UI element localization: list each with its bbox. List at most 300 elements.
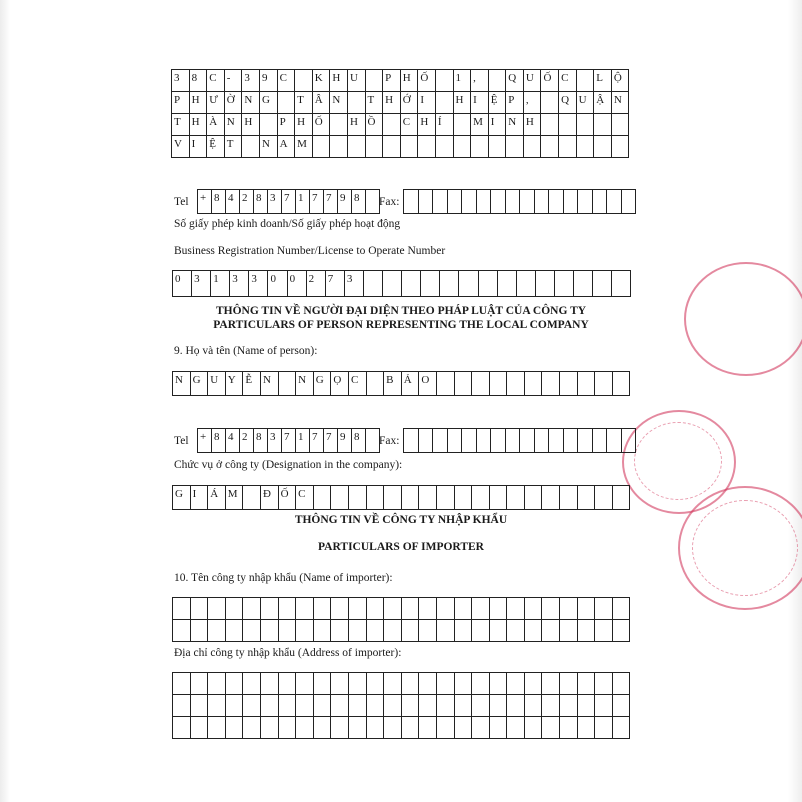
importer-name-char-box[interactable] — [613, 620, 631, 642]
importer-name-char-box[interactable] — [402, 598, 420, 620]
importer-name-char-box[interactable] — [226, 620, 244, 642]
rep-tel-char-box[interactable]: 7 — [282, 429, 296, 453]
address-char-box[interactable] — [489, 70, 507, 92]
address-char-box[interactable] — [242, 136, 260, 158]
address-char-box[interactable] — [330, 136, 348, 158]
address-char-box[interactable] — [471, 136, 489, 158]
importer-address-char-box[interactable] — [525, 673, 543, 695]
address-char-box[interactable]: T — [172, 114, 190, 136]
importer-address-char-box[interactable] — [296, 695, 314, 717]
rep-tel-char-box[interactable]: 7 — [324, 429, 338, 453]
importer-address-char-box[interactable] — [595, 717, 613, 739]
importer-name-char-box[interactable] — [525, 620, 543, 642]
importer-address-char-box[interactable] — [437, 717, 455, 739]
address-char-box[interactable]: 9 — [260, 70, 278, 92]
license-char-box[interactable]: 3 — [249, 271, 268, 297]
address-char-box[interactable]: H — [418, 114, 436, 136]
importer-name-char-box[interactable] — [173, 598, 191, 620]
person-name-char-box[interactable] — [560, 372, 578, 396]
importer-address-char-box[interactable] — [349, 673, 367, 695]
address-char-box[interactable] — [541, 114, 559, 136]
address-char-box[interactable] — [577, 136, 595, 158]
importer-address-char-box[interactable] — [455, 695, 473, 717]
address-char-box[interactable] — [559, 136, 577, 158]
importer-name-char-box[interactable] — [595, 620, 613, 642]
address-char-box[interactable]: P — [172, 92, 190, 114]
importer-address-char-box[interactable] — [578, 673, 596, 695]
importer-address-char-box[interactable] — [402, 695, 420, 717]
person-name-char-box[interactable] — [613, 372, 631, 396]
address-char-box[interactable] — [436, 136, 454, 158]
rep-fax-char-box[interactable] — [622, 429, 637, 453]
importer-address-char-box[interactable] — [261, 717, 279, 739]
importer-name-char-box[interactable] — [437, 598, 455, 620]
importer-address-char-box[interactable] — [243, 717, 261, 739]
address-char-box[interactable] — [489, 136, 507, 158]
address-char-box[interactable]: T — [295, 92, 313, 114]
importer-name-char-box[interactable] — [472, 620, 490, 642]
importer-address-char-box[interactable] — [367, 673, 385, 695]
fax-char-box[interactable] — [593, 190, 608, 214]
fax-char-box[interactable] — [419, 190, 434, 214]
address-char-box[interactable]: H — [401, 70, 419, 92]
person-name-char-box[interactable]: B — [384, 372, 402, 396]
importer-name-char-box[interactable] — [331, 620, 349, 642]
rep-fax-char-box[interactable] — [520, 429, 535, 453]
fax-char-box[interactable] — [462, 190, 477, 214]
importer-address-char-box[interactable] — [542, 695, 560, 717]
address-char-box[interactable]: H — [190, 114, 208, 136]
fax-char-box[interactable] — [491, 190, 506, 214]
person-name-char-box[interactable] — [472, 372, 490, 396]
importer-address-char-box[interactable] — [613, 717, 631, 739]
importer-address-char-box[interactable] — [349, 717, 367, 739]
rep-tel-char-box[interactable]: 9 — [338, 429, 352, 453]
designation-char-box[interactable] — [331, 486, 349, 510]
importer-address-char-box[interactable] — [226, 717, 244, 739]
designation-char-box[interactable] — [437, 486, 455, 510]
designation-box-grid[interactable] — [172, 485, 630, 510]
address-char-box[interactable] — [436, 70, 454, 92]
person-name-char-box[interactable] — [455, 372, 473, 396]
rep-tel-box-grid[interactable] — [197, 428, 380, 453]
designation-char-box[interactable]: Ố — [279, 486, 297, 510]
importer-address-char-box[interactable] — [472, 695, 490, 717]
address-char-box[interactable] — [541, 92, 559, 114]
importer-address-char-box[interactable] — [595, 673, 613, 695]
fax-box-grid[interactable] — [403, 189, 636, 214]
address-char-box[interactable]: L — [594, 70, 612, 92]
rep-tel-char-box[interactable]: 7 — [310, 429, 324, 453]
address-char-box[interactable] — [541, 136, 559, 158]
address-char-box[interactable]: M — [471, 114, 489, 136]
person-name-char-box[interactable]: Ả — [402, 372, 420, 396]
license-number-box-grid[interactable] — [172, 270, 631, 297]
importer-address-char-box[interactable] — [367, 717, 385, 739]
person-name-char-box[interactable] — [367, 372, 385, 396]
importer-address-char-box[interactable] — [349, 695, 367, 717]
designation-char-box[interactable]: M — [226, 486, 244, 510]
address-char-box[interactable] — [278, 92, 296, 114]
license-char-box[interactable] — [612, 271, 631, 297]
tel-char-box[interactable]: 3 — [268, 190, 282, 214]
address-char-box[interactable]: Ớ — [401, 92, 419, 114]
importer-address-char-box[interactable] — [419, 695, 437, 717]
address-char-box[interactable] — [366, 136, 384, 158]
importer-name-char-box[interactable] — [349, 598, 367, 620]
designation-char-box[interactable] — [455, 486, 473, 510]
designation-char-box[interactable] — [560, 486, 578, 510]
importer-name-char-box[interactable] — [560, 620, 578, 642]
rep-fax-char-box[interactable] — [419, 429, 434, 453]
address-char-box[interactable]: T — [225, 136, 243, 158]
license-char-box[interactable] — [383, 271, 402, 297]
importer-name-char-box[interactable] — [243, 598, 261, 620]
rep-fax-char-box[interactable] — [433, 429, 448, 453]
importer-address-char-box[interactable] — [578, 695, 596, 717]
rep-fax-char-box[interactable] — [462, 429, 477, 453]
fax-char-box[interactable] — [520, 190, 535, 214]
address-char-box[interactable] — [313, 136, 331, 158]
importer-address-char-box[interactable] — [525, 695, 543, 717]
address-char-box[interactable]: H — [330, 70, 348, 92]
fax-char-box[interactable] — [448, 190, 463, 214]
importer-address-char-box[interactable] — [243, 695, 261, 717]
importer-address-char-box[interactable] — [261, 695, 279, 717]
address-char-box[interactable]: H — [190, 92, 208, 114]
importer-name-char-box[interactable] — [490, 598, 508, 620]
designation-char-box[interactable]: C — [296, 486, 314, 510]
address-char-box[interactable]: U — [348, 70, 366, 92]
importer-name-char-box[interactable] — [314, 598, 332, 620]
address-char-box[interactable]: N — [225, 114, 243, 136]
fax-char-box[interactable] — [477, 190, 492, 214]
designation-char-box[interactable]: Đ — [261, 486, 279, 510]
importer-name-char-box[interactable] — [384, 620, 402, 642]
rep-fax-char-box[interactable] — [506, 429, 521, 453]
tel-char-box[interactable]: 7 — [324, 190, 338, 214]
importer-name-char-box[interactable] — [455, 620, 473, 642]
address-char-box[interactable]: - — [225, 70, 243, 92]
importer-name-char-box[interactable] — [595, 598, 613, 620]
address-char-box[interactable]: H — [348, 114, 366, 136]
importer-address-char-box[interactable] — [226, 695, 244, 717]
address-char-box[interactable]: Q — [506, 70, 524, 92]
designation-char-box[interactable]: I — [191, 486, 209, 510]
rep-fax-char-box[interactable] — [549, 429, 564, 453]
license-char-box[interactable]: 3 — [192, 271, 211, 297]
designation-char-box[interactable] — [490, 486, 508, 510]
importer-address-char-box[interactable] — [191, 695, 209, 717]
fax-char-box[interactable] — [564, 190, 579, 214]
importer-address-char-box[interactable] — [296, 673, 314, 695]
address-char-box[interactable]: Ồ — [366, 114, 384, 136]
importer-address-char-box[interactable] — [560, 717, 578, 739]
tel-char-box[interactable]: 2 — [240, 190, 254, 214]
address-char-box[interactable]: Ố — [313, 114, 331, 136]
address-char-box[interactable]: N — [260, 136, 278, 158]
importer-address-char-box[interactable] — [419, 673, 437, 695]
address-char-box[interactable]: P — [383, 70, 401, 92]
importer-name-char-box[interactable] — [331, 598, 349, 620]
address-char-box[interactable]: C — [401, 114, 419, 136]
importer-address-char-box[interactable] — [208, 673, 226, 695]
importer-address-char-box[interactable] — [279, 695, 297, 717]
importer-address-char-box[interactable] — [455, 673, 473, 695]
designation-char-box[interactable] — [419, 486, 437, 510]
rep-fax-char-box[interactable] — [535, 429, 550, 453]
address-char-box[interactable]: Ố — [418, 70, 436, 92]
address-char-box[interactable]: C — [559, 70, 577, 92]
address-char-box[interactable]: 1 — [454, 70, 472, 92]
address-box-grid[interactable] — [171, 69, 629, 158]
tel-char-box[interactable]: 1 — [296, 190, 310, 214]
license-char-box[interactable] — [421, 271, 440, 297]
importer-address-char-box[interactable] — [490, 717, 508, 739]
importer-address-char-box[interactable] — [367, 695, 385, 717]
address-char-box[interactable]: Ệ — [207, 136, 225, 158]
address-char-box[interactable]: Ộ — [612, 70, 630, 92]
importer-address-char-box[interactable] — [613, 673, 631, 695]
rep-fax-char-box[interactable] — [578, 429, 593, 453]
importer-address-box-grid[interactable] — [172, 672, 630, 739]
importer-name-char-box[interactable] — [384, 598, 402, 620]
importer-address-char-box[interactable] — [613, 695, 631, 717]
address-char-box[interactable] — [366, 70, 384, 92]
address-char-box[interactable]: N — [506, 114, 524, 136]
address-char-box[interactable]: Q — [559, 92, 577, 114]
person-name-char-box[interactable]: O — [419, 372, 437, 396]
importer-address-char-box[interactable] — [243, 673, 261, 695]
person-name-char-box[interactable]: N — [296, 372, 314, 396]
fax-char-box[interactable] — [433, 190, 448, 214]
address-char-box[interactable]: À — [207, 114, 225, 136]
person-name-char-box[interactable] — [437, 372, 455, 396]
importer-name-char-box[interactable] — [402, 620, 420, 642]
address-char-box[interactable]: H — [295, 114, 313, 136]
license-char-box[interactable]: 0 — [268, 271, 287, 297]
importer-address-char-box[interactable] — [173, 717, 191, 739]
address-char-box[interactable]: Ư — [207, 92, 225, 114]
importer-name-char-box[interactable] — [191, 620, 209, 642]
importer-address-char-box[interactable] — [578, 717, 596, 739]
tel-char-box[interactable]: 8 — [254, 190, 268, 214]
tel-char-box[interactable]: 7 — [282, 190, 296, 214]
tel-char-box[interactable]: 7 — [310, 190, 324, 214]
tel-char-box[interactable]: 8 — [212, 190, 226, 214]
address-char-box[interactable]: H — [454, 92, 472, 114]
license-char-box[interactable] — [555, 271, 574, 297]
address-char-box[interactable] — [559, 114, 577, 136]
rep-tel-char-box[interactable]: 8 — [212, 429, 226, 453]
address-char-box[interactable]: I — [471, 92, 489, 114]
address-char-box[interactable] — [295, 70, 313, 92]
license-char-box[interactable] — [593, 271, 612, 297]
address-char-box[interactable] — [436, 92, 454, 114]
importer-name-char-box[interactable] — [542, 620, 560, 642]
importer-address-char-box[interactable] — [542, 673, 560, 695]
address-char-box[interactable] — [524, 136, 542, 158]
designation-char-box[interactable] — [314, 486, 332, 510]
address-char-box[interactable] — [348, 92, 366, 114]
address-char-box[interactable] — [454, 136, 472, 158]
address-char-box[interactable]: H — [524, 114, 542, 136]
person-name-char-box[interactable]: C — [349, 372, 367, 396]
fax-char-box[interactable] — [607, 190, 622, 214]
importer-address-char-box[interactable] — [331, 717, 349, 739]
license-char-box[interactable] — [536, 271, 555, 297]
importer-address-char-box[interactable] — [226, 673, 244, 695]
address-char-box[interactable] — [594, 114, 612, 136]
importer-name-char-box[interactable] — [525, 598, 543, 620]
address-char-box[interactable]: , — [471, 70, 489, 92]
person-name-char-box[interactable] — [279, 372, 297, 396]
importer-name-char-box[interactable] — [367, 620, 385, 642]
person-name-char-box[interactable]: G — [314, 372, 332, 396]
address-char-box[interactable] — [454, 114, 472, 136]
license-char-box[interactable]: 0 — [288, 271, 307, 297]
importer-name-char-box[interactable] — [296, 598, 314, 620]
designation-char-box[interactable] — [507, 486, 525, 510]
tel-char-box[interactable]: 8 — [352, 190, 366, 214]
importer-address-char-box[interactable] — [402, 717, 420, 739]
importer-name-char-box[interactable] — [208, 620, 226, 642]
address-char-box[interactable]: A — [278, 136, 296, 158]
address-char-box[interactable]: Ờ — [225, 92, 243, 114]
importer-name-char-box[interactable] — [314, 620, 332, 642]
importer-address-char-box[interactable] — [279, 717, 297, 739]
importer-name-char-box[interactable] — [560, 598, 578, 620]
importer-address-char-box[interactable] — [191, 673, 209, 695]
address-char-box[interactable]: G — [260, 92, 278, 114]
address-char-box[interactable]: V — [172, 136, 190, 158]
license-char-box[interactable] — [364, 271, 383, 297]
rep-tel-char-box[interactable]: 3 — [268, 429, 282, 453]
importer-name-char-box[interactable] — [613, 598, 631, 620]
rep-fax-char-box[interactable] — [593, 429, 608, 453]
address-char-box[interactable]: C — [278, 70, 296, 92]
address-char-box[interactable]: U — [524, 70, 542, 92]
rep-tel-char-box[interactable] — [366, 429, 380, 453]
fax-char-box[interactable] — [404, 190, 419, 214]
person-name-char-box[interactable]: Ễ — [243, 372, 261, 396]
person-name-box-grid[interactable] — [172, 371, 630, 396]
importer-address-char-box[interactable] — [507, 673, 525, 695]
importer-name-char-box[interactable] — [542, 598, 560, 620]
fax-char-box[interactable] — [535, 190, 550, 214]
importer-address-char-box[interactable] — [595, 695, 613, 717]
importer-name-char-box[interactable] — [349, 620, 367, 642]
rep-fax-char-box[interactable] — [477, 429, 492, 453]
tel-char-box[interactable]: 4 — [226, 190, 240, 214]
address-char-box[interactable]: P — [278, 114, 296, 136]
importer-name-char-box[interactable] — [578, 620, 596, 642]
importer-address-char-box[interactable] — [173, 695, 191, 717]
designation-char-box[interactable] — [578, 486, 596, 510]
address-char-box[interactable]: H — [383, 92, 401, 114]
license-char-box[interactable]: 1 — [211, 271, 230, 297]
designation-char-box[interactable] — [472, 486, 490, 510]
address-char-box[interactable]: N — [612, 92, 630, 114]
importer-address-char-box[interactable] — [314, 695, 332, 717]
address-char-box[interactable]: Í — [436, 114, 454, 136]
importer-address-char-box[interactable] — [419, 717, 437, 739]
rep-tel-char-box[interactable]: 4 — [226, 429, 240, 453]
address-char-box[interactable]: I — [190, 136, 208, 158]
designation-char-box[interactable]: Á — [208, 486, 226, 510]
address-char-box[interactable] — [612, 136, 630, 158]
license-char-box[interactable]: 7 — [326, 271, 345, 297]
importer-address-char-box[interactable] — [455, 717, 473, 739]
importer-address-char-box[interactable] — [384, 717, 402, 739]
importer-address-char-box[interactable] — [560, 695, 578, 717]
license-char-box[interactable] — [440, 271, 459, 297]
importer-name-char-box[interactable] — [243, 620, 261, 642]
importer-name-char-box[interactable] — [279, 598, 297, 620]
importer-address-char-box[interactable] — [525, 717, 543, 739]
importer-name-char-box[interactable] — [226, 598, 244, 620]
person-name-char-box[interactable] — [490, 372, 508, 396]
importer-name-char-box[interactable] — [261, 598, 279, 620]
importer-address-char-box[interactable] — [560, 673, 578, 695]
address-char-box[interactable] — [418, 136, 436, 158]
importer-address-char-box[interactable] — [296, 717, 314, 739]
person-name-char-box[interactable]: G — [191, 372, 209, 396]
address-char-box[interactable]: 3 — [242, 70, 260, 92]
importer-name-char-box[interactable] — [367, 598, 385, 620]
importer-name-char-box[interactable] — [507, 598, 525, 620]
importer-name-char-box[interactable] — [419, 620, 437, 642]
designation-char-box[interactable] — [613, 486, 631, 510]
designation-char-box[interactable] — [384, 486, 402, 510]
license-char-box[interactable]: 3 — [230, 271, 249, 297]
person-name-char-box[interactable] — [525, 372, 543, 396]
address-char-box[interactable]: , — [524, 92, 542, 114]
license-char-box[interactable] — [402, 271, 421, 297]
address-char-box[interactable]: Ệ — [489, 92, 507, 114]
importer-address-char-box[interactable] — [437, 673, 455, 695]
rep-fax-char-box[interactable] — [448, 429, 463, 453]
rep-tel-char-box[interactable]: 8 — [352, 429, 366, 453]
designation-char-box[interactable] — [542, 486, 560, 510]
person-name-char-box[interactable]: U — [208, 372, 226, 396]
license-char-box[interactable] — [479, 271, 498, 297]
designation-char-box[interactable] — [367, 486, 385, 510]
person-name-char-box[interactable] — [595, 372, 613, 396]
importer-address-char-box[interactable] — [507, 695, 525, 717]
importer-address-char-box[interactable] — [314, 717, 332, 739]
fax-char-box[interactable] — [622, 190, 637, 214]
person-name-char-box[interactable] — [507, 372, 525, 396]
license-char-box[interactable]: 0 — [173, 271, 192, 297]
importer-address-char-box[interactable] — [472, 717, 490, 739]
importer-address-char-box[interactable] — [173, 673, 191, 695]
rep-fax-char-box[interactable] — [607, 429, 622, 453]
importer-name-char-box[interactable] — [578, 598, 596, 620]
importer-address-char-box[interactable] — [314, 673, 332, 695]
importer-name-char-box[interactable] — [437, 620, 455, 642]
license-char-box[interactable]: 2 — [307, 271, 326, 297]
address-char-box[interactable] — [348, 136, 366, 158]
person-name-char-box[interactable]: N — [173, 372, 191, 396]
designation-char-box[interactable]: G — [173, 486, 191, 510]
address-char-box[interactable]: P — [506, 92, 524, 114]
importer-address-char-box[interactable] — [542, 717, 560, 739]
person-name-char-box[interactable] — [542, 372, 560, 396]
address-char-box[interactable]: C — [207, 70, 225, 92]
rep-tel-char-box[interactable]: 8 — [254, 429, 268, 453]
importer-name-char-box[interactable] — [261, 620, 279, 642]
